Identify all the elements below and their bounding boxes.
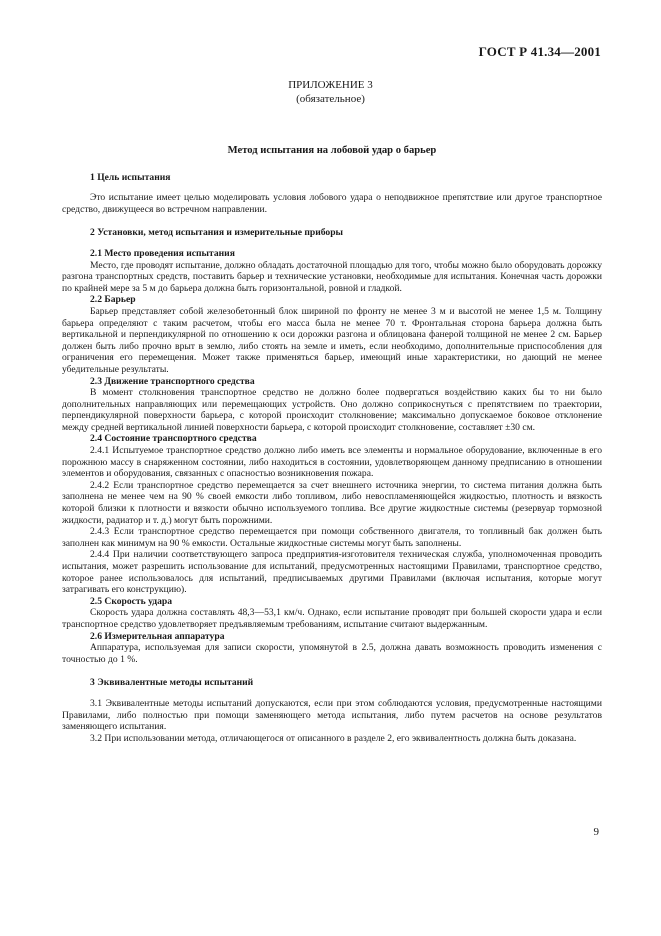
section-1-paragraph: Это испытание имеет целью моделировать условия лобового удара о неподвижное препятствие или другое транспортное средство, движущееся во встречном направлении. [62, 192, 602, 215]
section-2-2-heading: 2.2 Барьер [90, 294, 136, 306]
section-2-6-paragraph: Аппаратура, используемая для записи скорости, упомянутой в 2.5, должна давать возможность проводить изменения с точностью до 1 %. [62, 642, 602, 665]
section-2-2-paragraph: Барьер представляет собой железобетонный блок шириной по фронту не менее 3 м и высотой не менее 1,5 м. Толщину барьера определяют с таким расчетом, чтобы его масса была не менее 70 т. Фронтальная сторона барьера должна быть вертикальной и перпендикулярной по отношению к оси дорожки разгона и облицована фанерой толщиной не менее 2 см. Барьер должен быть либо прочно врыт в землю, либо стоять на земле и иметь, если необходимо, дополнительные приспособления для ограничения его перемещения. Может также применяться барьер, имеющий иные характеристики, но дающий не менее убедительные результаты. [62, 305, 602, 375]
section-2-5-heading: 2.5 Скорость удара [90, 595, 173, 607]
section-2-6-heading: 2.6 Измерительная аппаратура [90, 630, 225, 642]
section-3-2-paragraph: 3.2 При использовании метода, отличающегося от описанного в разделе 2, его эквивалентность должна быть доказана. [90, 732, 577, 744]
section-2-3-heading: 2.3 Движение транспортного средства [90, 375, 255, 387]
section-3-1-paragraph: 3.1 Эквивалентные методы испытаний допускаются, если при этом соблюдаются условия, предусмотренные настоящими Правилами, либо полностью при помощи заменяющего метода испытания, либо путем расчетов на основе результатов заменяющего испытания. [62, 697, 602, 733]
section-2-5-paragraph: Скорость удара должна составлять 48,3—53,1 км/ч. Однако, если испытание проводят при большей скорости удара и если транспортное средство удовлетворяет предъявляемым требованиям, испытание считают выдержанным. [62, 607, 602, 630]
section-2-4-3-paragraph: 2.4.3 Если транспортное средство перемещается при помощи собственного двигателя, то топливный бак должен быть заполнен как минимум на 90 % емкости. Остальные жидкостные системы могут быть заполнены. [62, 526, 602, 549]
section-2-4-4-paragraph: 2.4.4 При наличии соответствующего запроса предприятия-изготовителя техническая служба, уполномоченная проводить испытания, может разрешить использование для испытаний, предусмотренных настоящими Правилами, транспортное средство, которое ранее использовалось для испытаний, предписываемых другими Правилами (включая испытания, которые могут затрагивать его конструкцию). [62, 549, 602, 596]
appendix-label: ПРИЛОЖЕНИЕ 3 [288, 79, 373, 91]
section-1-heading: 1 Цель испытания [90, 171, 171, 183]
section-2-heading: 2 Установки, метод испытания и измерительные приборы [90, 227, 344, 239]
page-title: Метод испытания на лобовой удар о барьер [227, 145, 437, 156]
appendix-status: (обязательное) [296, 93, 365, 105]
document-body [62, 145, 602, 744]
section-3-heading: 3 Эквивалентные методы испытаний [90, 677, 254, 689]
page-number: 9 [593, 826, 599, 838]
section-2-4-heading: 2.4 Состояние транспортного средства [90, 433, 257, 445]
section-2-4-2-paragraph: 2.4.2 Если транспортное средство перемещается за счет внешнего источника энергии, то система питания должна быть заполнена не менее чем на 90 % своей емкости либо топливом, либо невоспламеняющейся жидкостью, плотность и вязкость которой близки к плотности и вязкости обычно используемого топлива. Все другие жидкостные системы (резервуар тормозной жидкости, радиатор и т. д.) могут быть порожними. [62, 479, 602, 526]
section-2-1-heading: 2.1 Место проведения испытания [90, 247, 235, 259]
appendix-block [0, 78, 661, 106]
section-2-4-1-paragraph: 2.4.1 Испытуемое транспортное средство должно либо иметь все элементы и нормальное оборудование, включенные в его порожнюю массу в снаряженном состоянии, либо находиться в состоянии, удовлетворяющем данному предписанию в отношении элементов и оборудования, связанных с опасностью возникновения пожара. [62, 445, 602, 480]
section-2-1-paragraph: Место, где проводят испытание, должно обладать достаточной площадью для того, чтобы можно было оборудовать дорожку разгона транспортных средств, поставить барьер и технические установки, необходимые для испытания. Конечная часть дорожки по крайней мере за 5 м до барьера должна быть горизонтальной, ровной и гладкой. [62, 259, 602, 294]
standard-code: ГОСТ Р 41.34—2001 [478, 44, 601, 59]
section-2-3-paragraph: В момент столкновения транспортное средство не должно более подвергаться воздействию каких бы то ни было дополнительных направляющих или перемещающих устройств. Оно должно соприкоснуться с препятствием по траектории, перпендикулярной поверхности барьера, с которой происходит столкновение; максимально допускаемое боковое отклонение между средней вертикальной линией поверхности барьера, с которой происходит столкновение, составляет ±30 см. [62, 387, 602, 433]
